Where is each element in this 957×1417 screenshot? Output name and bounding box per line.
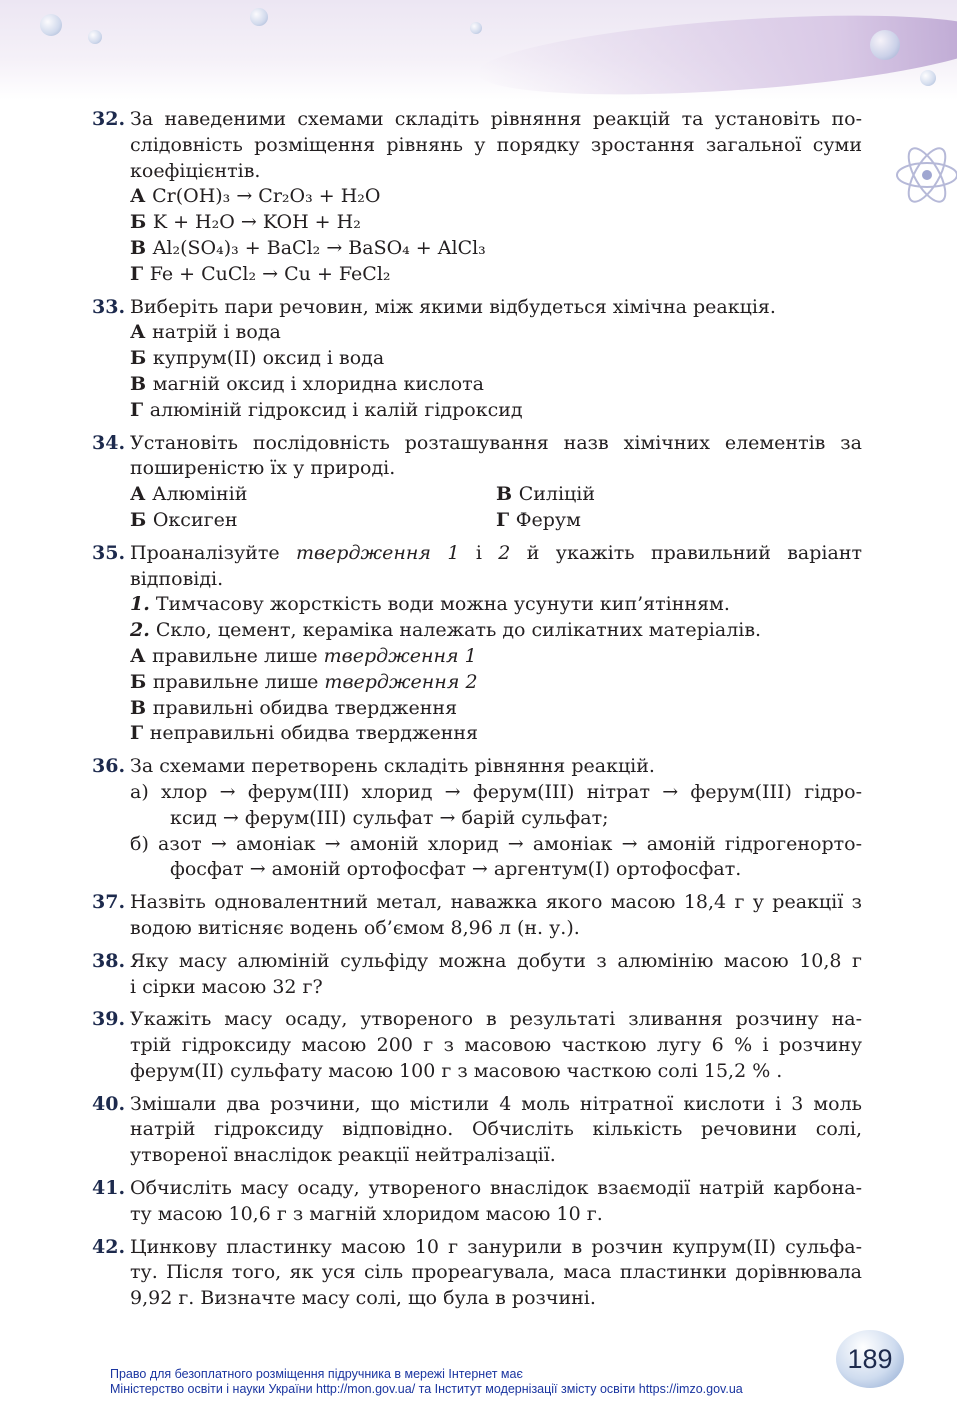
text-segment: Скло, цемент, кераміка належать до силікатних матеріалів. [149,619,762,642]
text-segment: твердження 1 [295,541,460,564]
option-letter: Б [130,347,153,370]
text-segment: ксид → ферум(ІІІ) сульфат → барій сульфат; [170,806,609,829]
text-segment: Тимчасову жорсткість води можна усунути кип’ятінням. [149,593,730,616]
bubble-icon [470,22,482,34]
text-line [130,949,862,975]
option-letter: Б [130,211,153,234]
option-letter: А [130,644,153,667]
text-segment: натрій і вода [152,321,281,344]
exercise-number: 38. [92,949,126,972]
text-line [130,696,862,722]
text-line [170,857,862,883]
text-line [130,107,862,133]
text-segment: і сірки масою 32 г? [130,975,323,998]
exercise-number: 36. [92,755,126,778]
text-segment: ту масою 10,6 г з магній хлоридом масою 10 г. [130,1202,603,1225]
exercise-number: 41. [92,1177,126,1200]
text-segment: б) азот → амоніак → амоній хлорид → амоніак → амоній гідрогенорто- [130,832,862,855]
exercise-40 [92,1092,862,1169]
text-segment: Fe + CuCl₂ → Cu + FeCl₂ [149,262,391,285]
text-segment: водою витісняє водень об’ємом 8,96 л (н. у.). [130,916,580,939]
text-line [130,372,862,398]
text-segment: Проаналізуйте [130,541,296,564]
text-line [130,159,862,185]
option-letter: В [496,483,519,506]
text-segment: ту. Після того, як уся сіль прореагувала, маса пластинки дорівнювала [130,1261,862,1284]
text-line [130,1286,862,1312]
text-line [130,346,862,372]
option-column [130,482,496,508]
exercise-42 [92,1235,862,1312]
text-segment: 9,92 г. Визначте масу солі, що була в розчині. [130,1287,596,1310]
text-line [130,890,862,916]
text-segment: 2. [130,619,150,642]
text-segment: відповіді. [130,567,224,590]
text-line [130,184,862,210]
text-segment: Алюміній [152,483,248,506]
exercise-37 [92,890,862,942]
text-segment: а) хлор → ферум(ІІІ) хлорид → ферум(ІІІ) нітрат → ферум(ІІІ) гідро- [130,780,862,803]
bubble-icon [88,30,102,44]
bubble-icon [40,14,62,36]
option-letter: В [130,696,153,719]
text-segment: 1. [130,593,150,616]
text-segment: утвореної внаслідок реакції нейтралізації. [130,1144,556,1167]
text-line [130,975,862,1001]
text-line [130,832,862,858]
text-line [130,1202,862,1228]
exercise-41 [92,1176,862,1228]
text-segment: коефіцієнтів. [130,159,261,182]
exercise-39 [92,1007,862,1084]
text-line [130,508,862,534]
text-line [130,320,862,346]
text-segment: твердження 2 [324,670,478,693]
text-line [130,1235,862,1261]
text-segment: Яку масу алюміній сульфіду можна добути з алюмінію масою 10,8 г [130,949,862,972]
text-segment: ферум(ІІ) сульфату масою 100 г з масовою часткою солі 15,2 % . [130,1059,783,1082]
text-segment: Оксиген [152,508,238,531]
exercise-number: 33. [92,295,126,318]
exercise-number: 40. [92,1092,126,1115]
text-line [130,1260,862,1286]
text-line [130,210,862,236]
option-letter: Г [130,262,150,285]
text-segment: Ферум [515,508,581,531]
exercise-number: 35. [92,541,126,564]
option-letter: Г [496,508,516,531]
text-segment: купрум(ІІ) оксид і вода [152,347,385,370]
text-segment: правильне лише [152,644,324,667]
text-segment: правильні обидва твердження [152,696,458,719]
option-column [496,482,862,508]
text-segment: Назвіть одновалентний метал, наважка якого масою 18,4 г у реакції з [130,891,862,914]
text-segment: Укажіть масу осаду, утвореного в результаті зливання розчину на- [130,1008,862,1031]
text-segment: 2 [498,541,511,564]
text-line [130,482,862,508]
text-line [130,262,862,288]
text-line [130,754,862,780]
copyright-footer [110,1367,743,1397]
option-letter: А [130,185,153,208]
option-letter: В [130,372,153,395]
text-segment: Виберіть пари речовин, між якими відбудеться хімічна реакція. [130,295,776,318]
text-line [130,780,862,806]
text-line [130,295,862,321]
text-line [130,431,862,457]
page-number: 189 [836,1330,904,1388]
text-line [130,618,862,644]
exercise-number: 39. [92,1008,126,1031]
option-letter: Б [130,508,153,531]
text-line [130,398,862,424]
text-segment: неправильні обидва твердження [149,722,479,745]
text-segment: Обчисліть масу осаду, утвореного внаслідок взаємодії натрій карбона- [130,1177,862,1200]
exercise-number: 42. [92,1235,126,1258]
text-segment: твердження 1 [323,644,477,667]
text-line [130,1117,862,1143]
option-letter: Б [130,670,153,693]
option-letter: А [130,483,153,506]
text-segment: За схемами перетворень складіть рівняння реакцій. [130,755,655,778]
text-segment: Цинкову пластинку масою 10 г занурили в розчин купрум(ІІ) сульфа- [130,1235,862,1258]
text-line [170,806,862,832]
text-segment: натрій гідроксиду відповідно. Обчисліть кількість речовини солі, [130,1118,862,1141]
option-letter: В [130,236,153,259]
option-column [130,508,496,534]
text-segment: магній оксид і хлоридна кислота [152,372,484,395]
text-line [130,456,862,482]
text-segment: й укажіть правильний варіант [510,541,862,564]
text-segment: Змішали два розчини, що містили 4 моль нітратної кислоти і 3 моль [130,1092,862,1115]
text-segment: Силіцій [518,483,595,506]
text-line [130,592,862,618]
option-letter: Г [130,722,150,745]
text-line [130,567,862,593]
text-segment: Cr(OH)₃ → Cr₂O₃ + H₂O [152,185,381,208]
exercise-32 [92,107,862,288]
exercise-list [92,107,862,1319]
exercise-number: 37. [92,891,126,914]
exercise-35 [92,541,862,747]
option-letter: Г [130,398,150,421]
text-line [130,916,862,942]
text-line [130,1092,862,1118]
text-segment: і [459,541,499,564]
text-segment: правильне лише [152,670,325,693]
text-segment: Установіть послідовність розташування назв хімічних елементів за [130,431,862,454]
text-segment: K + H₂O → KOH + H₂ [152,211,361,234]
text-segment: трій гідроксиду масою 200 г з масовою часткою лугу 6 % і розчину [130,1034,862,1057]
exercise-36 [92,754,862,883]
text-line [130,236,862,262]
exercise-34 [92,431,862,534]
text-line [130,1143,862,1169]
option-letter: А [130,321,153,344]
text-segment: Al₂(SO₄)₃ + BaCl₂ → BaSO₄ + AlCl₃ [152,236,486,259]
text-line [130,644,862,670]
exercise-38 [92,949,862,1001]
text-line [130,670,862,696]
exercise-number: 32. [92,108,126,130]
text-segment: алюміній гідроксид і калій гідроксид [149,398,523,421]
footer-line-2: Міністерство освіти і науки України http://mon.gov.ua/ та Інститут модернізації змісту освіти https://imzo.gov.ua [110,1382,743,1396]
text-line [130,1007,862,1033]
text-segment: поширеністю їх у природі. [130,457,396,480]
bubble-icon [250,8,268,26]
bubble-icon [870,30,900,60]
text-line [130,541,862,567]
text-segment: За наведеними схемами складіть рівняння реакцій та установіть по- [130,108,862,130]
atom-icon [887,120,957,230]
text-line [130,133,862,159]
footer-line-1: Право для безоплатного розміщення підручника в мережі Інтернет має [110,1367,523,1381]
bubble-icon [920,70,936,86]
text-line [130,1033,862,1059]
option-column [496,508,862,534]
text-segment: фосфат → амоній ортофосфат → аргентум(І) ортофосфат. [170,858,742,881]
text-line [130,1059,862,1085]
text-line [130,1176,862,1202]
exercise-33 [92,295,862,424]
exercise-number: 34. [92,431,126,454]
decorative-header-band [0,0,957,100]
text-line [130,721,862,747]
text-segment: слідовність розміщення рівнянь у порядку зростання загальної суми [130,133,862,156]
